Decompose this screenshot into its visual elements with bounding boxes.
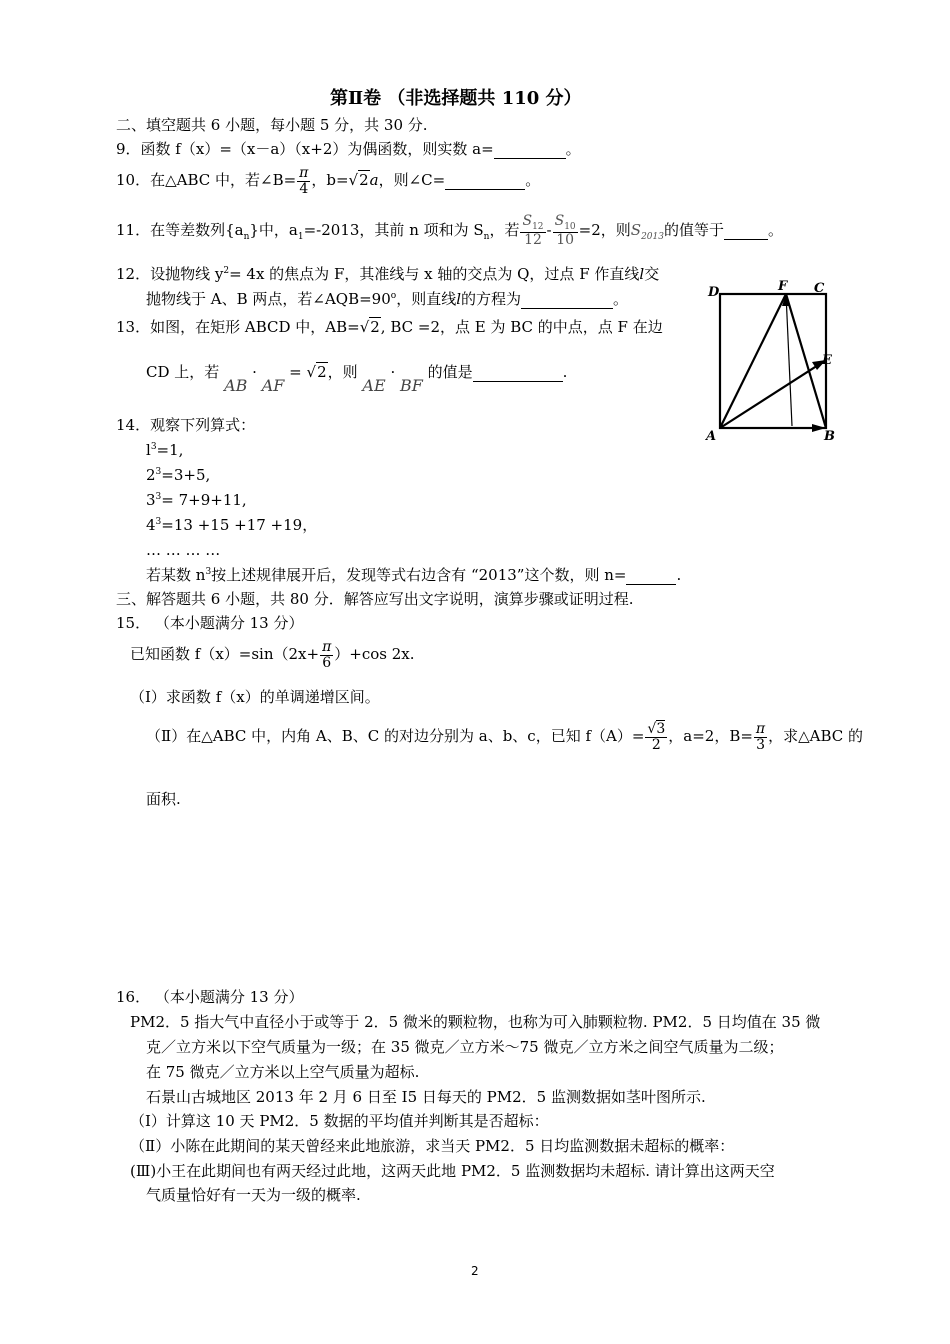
q13-vector-bf: BF [400,376,423,395]
q10-text-a: 10．在△ABC 中，若∠B= [116,171,297,190]
question-14-head: 14．观察下列算式： [116,416,256,434]
q14-ellipsis: … … … … [146,541,221,559]
q13-equals: = [289,363,302,381]
page-title: 第Ⅱ卷 （非选择题共 110 分） [330,88,582,109]
q11-text-f: 的值等于 [663,220,724,239]
label-b: B [824,429,835,444]
section-2-header: 二、填空题共 6 小题，每小题 5 分，共 30 分. [116,116,428,134]
label-a: A [706,429,717,444]
q14-line-2: $2^3=3+5$, [146,466,211,484]
q11-text-c: =-2013，其前 n 项和为 S [303,220,484,239]
q16-part-3-line-1: (Ⅲ)小王在此期间也有两天经过此地，这两天此地 PM2．5 监测数据均未超标. 请计算出这两天空 [130,1162,775,1180]
question-13-line-2: CD 上，若 AB · AF = √2，则 AE · BF 的值是 . [146,363,568,395]
q13-answer-blank [473,363,563,382]
question-15-head: 15． （本小题满分 13 分） [116,614,304,632]
q16-line-2: 克／立方米以下空气质量为一级；在 35 微克／立方米～75 微克／立方米之间空气质量为二级； [146,1038,784,1056]
q11-text-e: =2，则 [578,220,631,239]
q11-sub-n: n [243,231,250,242]
q10-four: 4 [299,180,309,197]
label-d: D [708,285,720,300]
q11-s2013: $S_{2013}$ [630,220,664,242]
q11-text-d: ，若 [489,220,520,239]
q13-sqrt2: √2 [359,318,380,336]
q11-fraction-s12: $\frac{S_{12}}{12}$ [522,213,544,249]
label-c: C [814,281,825,296]
question-12-line-2: 抛物线于 A、B 两点，若$\angle AQB=90^o$，则直线l的方程为 。 [146,290,629,308]
q16-part-2: （Ⅱ）小陈在此期间的某天曾经来此地旅游，求当天 PM2．5 日均监测数据未超标的概率： [130,1137,735,1155]
page-number: 2 [471,1264,479,1278]
q15-function: 已知函数 f（x）=sin（2x+ $\frac{\pi}{6}$ ）+cos 2x. [130,639,415,671]
q16-line-3: 在 75 微克／立方米以上空气质量为超标. [146,1063,420,1081]
q10-angle-fraction [297,166,310,196]
q13-vector-ab: AB [224,376,248,395]
q9-text: 9．函数 f（x）=（x－a）（x+2）为偶函数，则实数 a= [116,140,494,158]
q10-sqrt: √2 [348,171,369,190]
q10-a-var: a [369,171,379,190]
question-9: 9．函数 f（x）=（x－a）（x+2）为偶函数，则实数 a= 。 [116,140,581,158]
question-10: 10．在△ABC 中，若∠B= $\frac{\pi}{4}$ ，b=√2a，则∠C= 。 [116,165,541,197]
q10-text-c: ，则∠C= [378,171,446,190]
q15-part-1: （Ⅰ）求函数 f（x）的单调递增区间。 [130,688,380,706]
question-12-line-1: 12．设抛物线 $y^2= 4x$ 的焦点为 F，其准线与 x 轴的交点为 Q，过点 F 作直线l交 [116,265,660,283]
q13-dot-1: · [252,363,257,381]
question-13-line-1: 13．如图，在矩形 ABCD 中，AB=√2, BC =2，点 E 为 BC 的中点，点 F 在边 [116,318,663,336]
q13-sqrt2-b: √2 [306,363,327,381]
q11-answer-blank [724,221,768,240]
q10-text-b: ，b= [311,171,349,190]
q16-part-3-line-2: 气质量恰好有一天为一级的概率. [146,1186,361,1204]
q11-text-b: }中，a [249,220,298,239]
rectangle-figure [700,276,850,444]
q14-answer-blank [626,566,676,585]
q11-sub-1: 1 [297,231,304,242]
q11-fraction-s10: $\frac{S_{10}}{10}$ [554,213,576,249]
question-16-head: 16． （本小题满分 13 分） [116,988,304,1006]
q14-last-line: 若某数 $n^3$按上述规律展开后，发现等式右边含有 “2013”这个数，则 n= . [146,566,682,584]
q13-vector-ae: AE [362,376,386,395]
q15-pi-over-3: $\frac{\pi}{3}$ [755,721,766,753]
q15-part-2-end: 面积. [146,790,181,808]
q16-line-4: 石景山古城地区 2013 年 2 月 6 日至 I5 日每天的 PM2．5 监测数据如茎叶图所示. [146,1088,706,1106]
q16-part-1: （Ⅰ）计算这 10 天 PM2．5 数据的平均值并判断其是否超标： [130,1112,549,1130]
q13-dot-2: · [390,363,396,381]
q14-line-1: $l^3=1$, [146,441,184,459]
q15-sqrt3-over-2: $\frac{√3}{2}$ [647,721,666,753]
rectangle-abcd [720,294,826,428]
q13-vector-af: AF [261,376,285,395]
q11-minus: - [546,220,552,239]
q14-line-4: $4^3=13 +15 +17 +19$， [146,516,318,534]
q9-answer-blank [494,140,566,159]
q15-part-2: （Ⅱ）在△ABC 中，内角 A、B、C 的对边分别为 a、b、c，已知 f（A）= $\frac{√3}{2}$ ，a=2，B= $\frac{\pi}{3}$ ，求△ABC 的 [146,721,864,753]
q11-text-a: 11．在等差数列{a [116,220,244,239]
q10-pi: π [299,165,309,181]
label-e: E [822,353,832,368]
section-3-header: 三、解答题共 6 小题，共 80 分．解答应写出文字说明，演算步骤或证明过程. [116,590,634,608]
q16-line-1: PM2．5 指大气中直径小于或等于 2．5 微米的颗粒物，也称为可入肺颗粒物. PM2．5 日均值在 35 微 [130,1013,821,1031]
q11-sub-n2: n [483,231,490,242]
label-f: F [778,279,788,294]
q15-pi-over-6: $\frac{\pi}{6}$ [322,639,332,671]
q10-answer-blank [445,171,525,190]
question-11: 11．在等差数列$\{a_n\}$中，$a_1=-2013$，其前 n 项和为 $S_n$，若 $\frac{S_{12}}{12}$ - $\frac{S_{10}}{10}$ =2，则$S_{2013}$的值等于 。 [116,213,783,249]
q12-answer-blank [521,290,613,309]
q14-line-3: $3^3= 7+9+11$, [146,491,247,509]
